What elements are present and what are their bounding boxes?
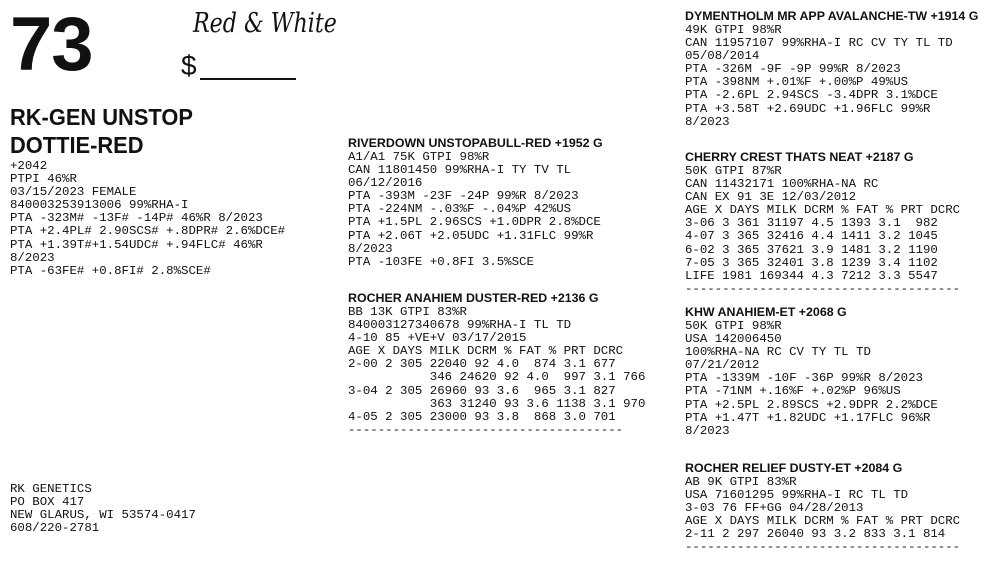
- text-line: PTA +1.5PL 2.96SCS +1.0DPR 2.8%DCE: [348, 215, 601, 230]
- text-line: 06/12/2016: [348, 176, 423, 191]
- ggdam-title: ROCHER RELIEF DUSTY-ET +2084 G: [685, 461, 903, 475]
- text-line: AGE X DAYS MILK DCRM % FAT % PRT DCRC: [348, 344, 624, 359]
- text-line: CAN 11801450 99%RHA-I TY TV TL: [348, 163, 572, 178]
- text-line: 3-04 2 305 26960 93 3.6 965 3.1 827: [348, 383, 616, 398]
- mgs-section: [685, 9, 978, 129]
- text-line: NEW GLARUS, WI 53574-0417: [10, 508, 196, 523]
- mggs-section: [685, 305, 938, 438]
- text-line: USA 71601295 99%RHA-I RC TL TD: [685, 488, 909, 503]
- text-line: 100%RHA-NA RC CV TY TL TD: [685, 345, 871, 360]
- sire-section: [348, 136, 603, 269]
- mgs-title: DYMENTHOLM MR APP AVALANCHE-TW +1914 G: [685, 9, 979, 23]
- text-line: -------------------------------------: [685, 540, 961, 555]
- text-line: 50K GTPI 87%R: [685, 164, 782, 178]
- mggs-title: KHW ANAHIEM-ET +2068 G: [685, 305, 847, 319]
- text-line: 8/2023: [348, 241, 393, 256]
- text-line: CAN EX 91 3E 12/03/2012: [685, 190, 857, 205]
- text-line: 346 24620 92 4.0 997 3.1 766: [348, 370, 646, 385]
- gdam-section: [685, 150, 960, 296]
- breed-label: Red & White: [193, 8, 337, 39]
- text-line: 840003127340678 99%RHA-I TL TD: [348, 318, 572, 333]
- text-line: PTPI 46%R: [10, 172, 77, 187]
- text-line: PTA -398NM +.01%F +.00%P 49%US: [685, 75, 909, 90]
- text-line: 49K GTPI 98%R: [685, 23, 782, 37]
- ggdam-details: [685, 476, 960, 555]
- text-line: PTA -2.6PL 2.94SCS -3.4DPR 3.1%DCE: [685, 88, 938, 103]
- text-line: 2-00 2 305 22040 92 4.0 874 3.1 677: [348, 357, 616, 372]
- ggdam-section: [685, 461, 960, 555]
- text-line: 50K GTPI 98%R: [685, 319, 782, 333]
- text-line: USA 142006450: [685, 332, 782, 347]
- text-line: CAN 11957107 99%RHA-I RC CV TY TL TD: [685, 36, 953, 51]
- gdam-details: [685, 165, 960, 296]
- text-line: 4-05 2 305 23000 93 3.8 868 3.0 701: [348, 409, 616, 424]
- text-line: -------------------------------------: [348, 422, 624, 437]
- text-line: 8/2023: [10, 250, 55, 265]
- text-line: 3-03 76 FF+GG 04/28/2013: [685, 501, 864, 516]
- text-line: RK GENETICS: [10, 482, 92, 496]
- text-line: 608/220-2781: [10, 521, 100, 536]
- text-line: PTA -224NM -.03%F -.04%P 42%US: [348, 202, 572, 217]
- text-line: BB 13K GTPI 83%R: [348, 305, 467, 319]
- text-line: -------------------------------------: [685, 281, 961, 296]
- text-line: 363 31240 93 3.6 1138 3.1 970: [348, 396, 646, 411]
- text-line: PTA +2.4PL# 2.90SCS# +.8DPR# 2.6%DCE#: [10, 224, 286, 239]
- text-line: 03/15/2023 FEMALE: [10, 185, 137, 200]
- sire-title: RIVERDOWN UNSTOPABULL-RED +1952 G: [348, 136, 603, 150]
- text-line: PTA +3.58T +2.69UDC +1.96FLC 99%R: [685, 101, 931, 116]
- text-line: PTA -103FE +0.8FI 3.5%SCE: [348, 254, 534, 269]
- text-line: AGE X DAYS MILK DCRM % FAT % PRT DCRC: [685, 203, 961, 218]
- text-line: PTA +1.47T +1.82UDC +1.17FLC 96%R: [685, 410, 931, 425]
- text-line: 7-05 3 365 32401 3.8 1239 3.4 1102: [685, 255, 938, 270]
- text-line: PTA -1339M -10F -36P 99%R 8/2023: [685, 371, 923, 386]
- mgs-details: [685, 24, 978, 129]
- lot-number: 73: [10, 2, 93, 87]
- text-line: PO BOX 417: [10, 495, 85, 510]
- text-line: A1/A1 75K GTPI 98%R: [348, 150, 490, 164]
- text-line: 840003253913006 99%RHA-I: [10, 198, 189, 213]
- text-line: +2042: [10, 159, 48, 173]
- animal-details: [10, 160, 285, 278]
- text-line: 4-07 3 365 32416 4.4 1411 3.2 1045: [685, 229, 938, 244]
- text-line: 05/08/2014: [685, 49, 760, 64]
- animal-name: [10, 103, 193, 159]
- sire-details: [348, 151, 603, 269]
- consignor-info: [10, 483, 196, 535]
- text-line: LIFE 1981 169344 4.3 7212 3.3 5547: [685, 268, 938, 283]
- text-line: AGE X DAYS MILK DCRM % FAT % PRT DCRC: [685, 514, 961, 529]
- mggs-details: [685, 320, 938, 438]
- text-line: 4-10 85 +VE+V 03/17/2015: [348, 331, 527, 346]
- text-line: PTA -71NM +.16%F +.02%P 96%US: [685, 384, 901, 399]
- animal-name-line-2: DOTTIE-RED: [10, 132, 144, 158]
- price-blank-line: [200, 78, 296, 80]
- text-line: 8/2023: [685, 114, 730, 129]
- dam-section: [348, 291, 645, 437]
- dam-title: ROCHER ANAHIEM DUSTER-RED +2136 G: [348, 291, 599, 305]
- text-line: PTA -326M -9F -9P 99%R 8/2023: [685, 62, 901, 77]
- text-line: 2-11 2 297 26040 93 3.2 833 3.1 814: [685, 527, 946, 542]
- text-line: PTA -393M -23F -24P 99%R 8/2023: [348, 189, 579, 204]
- text-line: 6-02 3 365 37621 3.9 1481 3.2 1190: [685, 242, 938, 257]
- text-line: 3-06 3 361 31197 4.5 1393 3.1 982: [685, 216, 938, 231]
- gdam-title: CHERRY CREST THATS NEAT +2187 G: [685, 150, 914, 164]
- text-line: AB 9K GTPI 83%R: [685, 475, 797, 489]
- text-line: PTA -63FE# +0.8FI# 2.8%SCE#: [10, 263, 211, 278]
- text-line: 8/2023: [685, 423, 730, 438]
- text-line: 07/21/2012: [685, 358, 760, 373]
- animal-name-line-1: RK-GEN UNSTOP: [10, 104, 193, 130]
- text-line: PTA +2.06T +2.05UDC +1.31FLC 99%R: [348, 228, 594, 243]
- text-line: PTA +1.39T#+1.54UDC# +.94FLC# 46%R: [10, 237, 263, 252]
- text-line: PTA +2.5PL 2.89SCS +2.9DPR 2.2%DCE: [685, 397, 938, 412]
- price-symbol: $: [181, 50, 197, 81]
- text-line: PTA -323M# -13F# -14P# 46%R 8/2023: [10, 211, 263, 226]
- dam-details: [348, 306, 645, 437]
- text-line: CAN 11432171 100%RHA-NA RC: [685, 177, 879, 192]
